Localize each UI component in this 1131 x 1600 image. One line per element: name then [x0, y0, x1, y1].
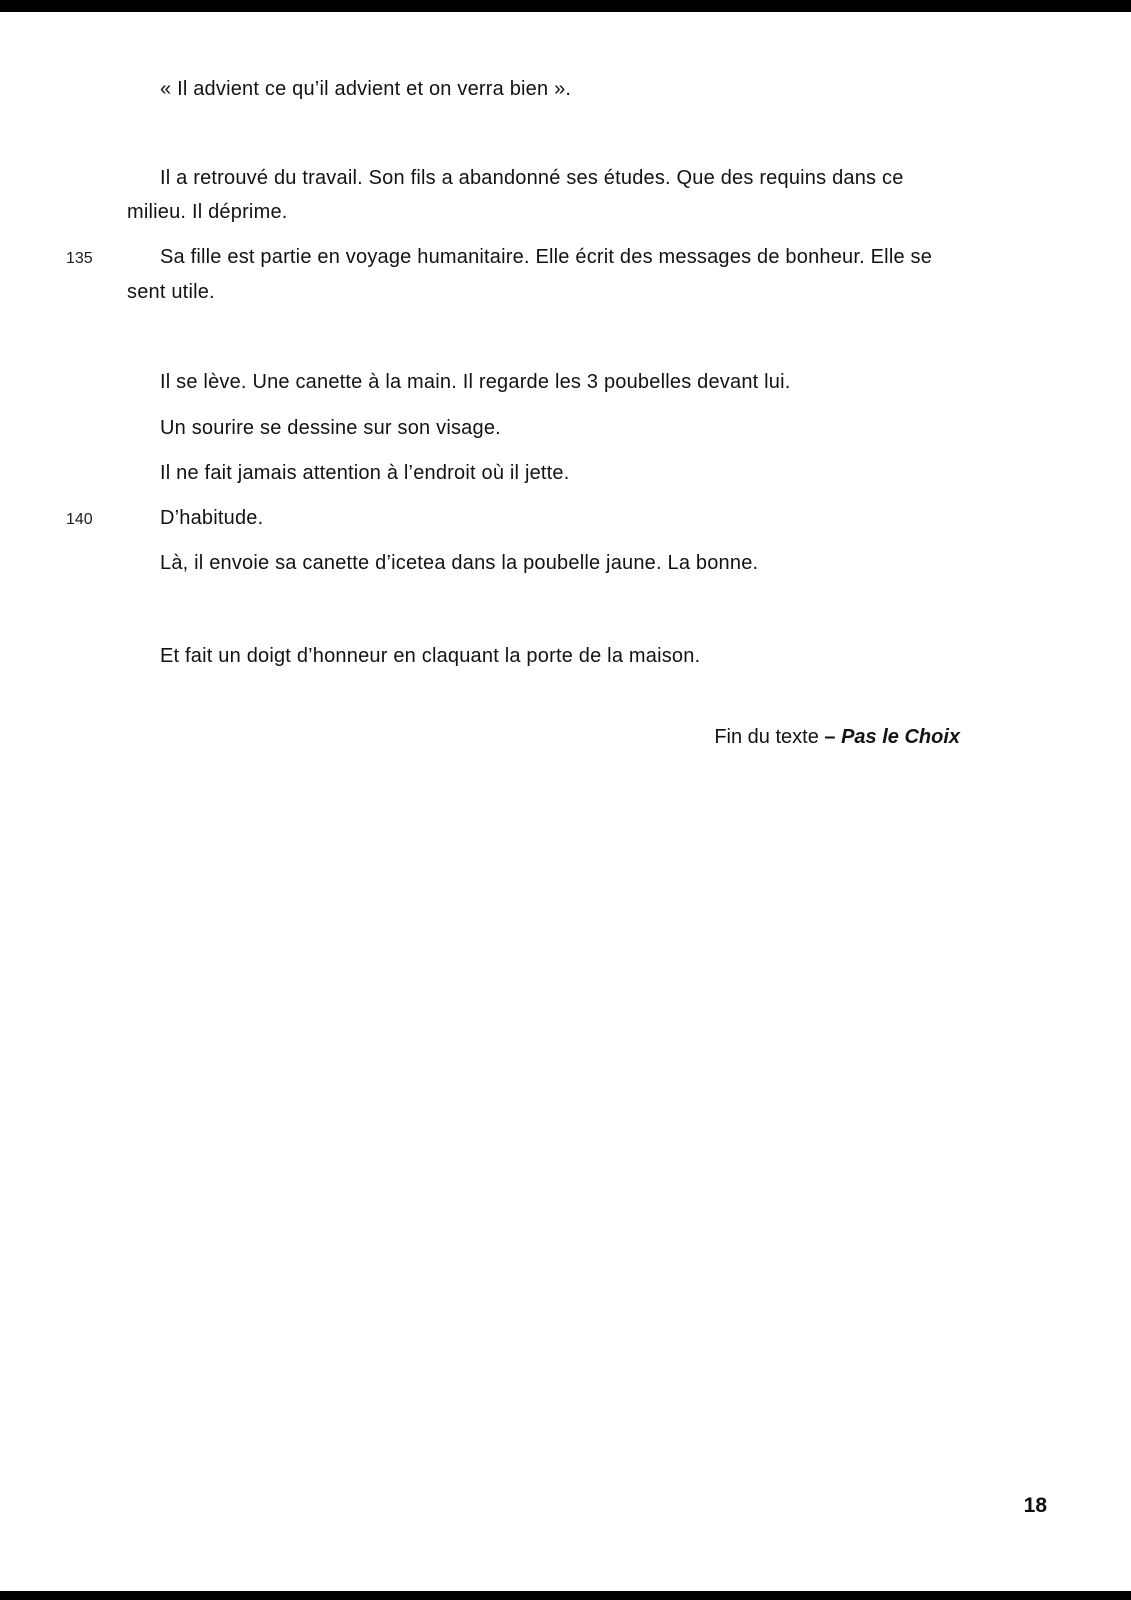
- page-number: 18: [1023, 1494, 1047, 1517]
- text-line-continuation: milieu. Il déprime.: [127, 201, 288, 223]
- text-line-paragraph: Il ne fait jamais attention à l’endroit où il jette.: [160, 462, 570, 484]
- text-line-paragraph: Et fait un doigt d’honneur en claquant la porte de la maison.: [160, 645, 701, 667]
- end-note-title: Pas le Choix: [841, 726, 960, 748]
- text-line-paragraph: Il se lève. Une canette à la main. Il regarde les 3 poubelles devant lui.: [160, 371, 791, 393]
- end-note-prefix: Fin du texte: [714, 726, 825, 748]
- bottom-edge-bar: [0, 1591, 1131, 1600]
- end-of-text-note: [714, 726, 960, 749]
- end-note-dash: –: [824, 726, 842, 748]
- text-line-quote: « Il advient ce qu’il advient et on verra bien ».: [160, 78, 572, 100]
- text-line-continuation: sent utile.: [127, 281, 215, 303]
- text-line-paragraph: Sa fille est partie en voyage humanitaire. Elle écrit des messages de bonheur. Elle se: [160, 246, 933, 268]
- text-line-paragraph: Un sourire se dessine sur son visage.: [160, 417, 501, 439]
- text-line-paragraph: D’habitude.: [160, 507, 264, 529]
- text-line-paragraph: Il a retrouvé du travail. Son fils a abandonné ses études. Que des requins dans ce: [160, 167, 904, 189]
- top-edge-bar: [0, 0, 1131, 12]
- text-line-paragraph: Là, il envoie sa canette d’icetea dans la poubelle jaune. La bonne.: [160, 552, 759, 574]
- line-number-140: 140: [66, 511, 93, 528]
- line-number-135: 135: [66, 250, 93, 267]
